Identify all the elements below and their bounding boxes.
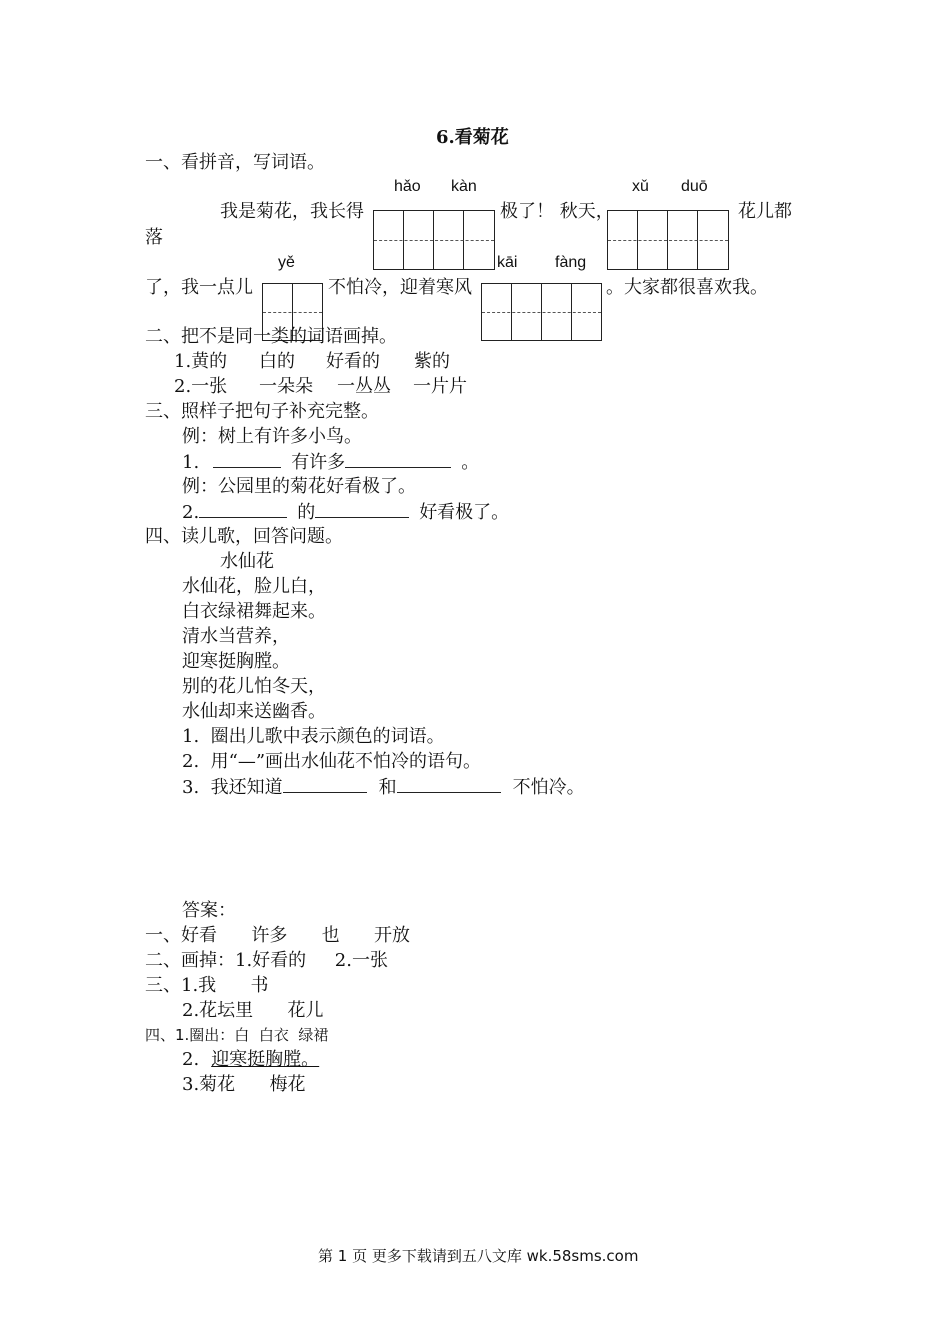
answer-4-2-underlined: 迎寒挺胸膛。 xyxy=(211,1049,320,1070)
item1-blank-a[interactable] xyxy=(213,451,281,468)
item2-blank-a[interactable] xyxy=(199,501,287,518)
writing-grid-xuduo[interactable] xyxy=(607,210,729,270)
poem-line-1: 水仙花，脸儿白， xyxy=(182,576,326,597)
poem-line-2: 白衣绿裙舞起来。 xyxy=(182,601,326,622)
q3-lead: 3. 我还知道 xyxy=(182,777,283,798)
section3-item1 xyxy=(182,451,479,474)
section2-row1-w1: 1.黄的 xyxy=(174,351,228,372)
section1-heading: 一、看拼音，写词语。 xyxy=(145,152,325,173)
item1-end: 。 xyxy=(461,452,480,473)
item1-blank-b[interactable] xyxy=(345,451,451,468)
writing-grid-haokan[interactable] xyxy=(373,210,495,270)
section3-example1: 例：树上有许多小鸟。 xyxy=(182,426,362,447)
section3-item2 xyxy=(182,501,509,524)
item2-blank-b[interactable] xyxy=(315,501,409,518)
pinyin-hao: hǎo xyxy=(394,178,421,195)
section1-line1-b: 极了！ 秋天， xyxy=(500,201,614,222)
answers-label: 答案： xyxy=(182,900,236,921)
answer-4-3: 3.菊花 梅花 xyxy=(182,1074,306,1095)
answer-3-2: 2.花坛里 花儿 xyxy=(182,1000,324,1021)
section1-line2-a: 了，我一点儿 xyxy=(145,277,253,298)
poem-line-6: 水仙却来送幽香。 xyxy=(182,701,326,722)
item1-mid: 有许多 xyxy=(291,452,346,473)
pinyin-kai: kāi xyxy=(497,254,518,271)
section3-example2: 例：公园里的菊花好看极了。 xyxy=(182,476,416,497)
question-2: 2. 用“—”画出水仙花不怕冷的语句。 xyxy=(182,751,482,772)
answer-3-1: 三、1.我 书 xyxy=(145,975,269,996)
section2-row1-w4: 紫的 xyxy=(414,351,450,372)
question-3 xyxy=(182,776,585,799)
item1-number: 1. xyxy=(182,452,200,473)
answer-4-2 xyxy=(182,1049,333,1071)
page-footer: 第 1 页 更多下载请到五八文库 wk.58sms.com xyxy=(318,1247,639,1265)
section2-row2-w3: 一丛丛 xyxy=(337,376,391,397)
section1-line2-b: 不怕冷，迎着寒风 xyxy=(328,277,472,298)
section1-line2-c: 。大家都很喜欢我。 xyxy=(606,277,768,298)
poem-title: 水仙花 xyxy=(220,551,274,572)
section3-heading: 三、照样子把句子补充完整。 xyxy=(145,401,379,422)
answer-1: 一、好看 许多 也 开放 xyxy=(145,925,410,946)
poem-line-4: 迎寒挺胸膛。 xyxy=(182,651,290,672)
section4-heading: 四、读儿歌，回答问题。 xyxy=(145,526,343,547)
poem-line-5: 别的花儿怕冬天， xyxy=(182,676,326,697)
pinyin-kan: kàn xyxy=(451,178,477,195)
pinyin-xu: xǔ xyxy=(632,178,649,195)
page-title: 6.看菊花 xyxy=(436,127,509,148)
writing-grid-kaifang[interactable] xyxy=(481,283,602,341)
q3-and: 和 xyxy=(378,777,397,798)
answer-2: 二、画掉：1.好看的 2.一张 xyxy=(145,950,388,971)
q3-blank-a[interactable] xyxy=(283,776,367,793)
section2-heading: 二、把不是同一类的词语画掉。 xyxy=(145,326,397,347)
section2-row2-w2: 一朵朵 xyxy=(259,376,313,397)
question-1: 1. 圈出儿歌中表示颜色的词语。 xyxy=(182,726,445,747)
section2-row1-w3: 好看的 xyxy=(326,351,380,372)
item2-number: 2. xyxy=(182,502,200,523)
pinyin-duo: duō xyxy=(681,178,708,195)
answer-4-1: 四、1.圈出：白 白衣 绿裙 xyxy=(145,1026,329,1044)
section1-line1-c: 花儿都 xyxy=(738,201,792,222)
pinyin-fang: fàng xyxy=(555,254,587,271)
answer-4-2-number: 2. xyxy=(182,1049,200,1070)
item2-end: 好看极了。 xyxy=(419,502,510,523)
q3-tail: 不怕冷。 xyxy=(512,777,585,798)
section2-row2-w1: 2.一张 xyxy=(174,376,228,397)
section2-row1-w2: 白的 xyxy=(259,351,295,372)
pinyin-ye: yě xyxy=(278,254,295,271)
poem-line-3: 清水当营养， xyxy=(182,626,290,647)
section2-row2-w4: 一片片 xyxy=(413,376,467,397)
section1-line1-d: 落 xyxy=(145,227,163,248)
q3-blank-b[interactable] xyxy=(397,776,501,793)
item2-mid: 的 xyxy=(297,502,316,523)
section1-line1-a: 我是菊花，我长得 xyxy=(220,201,364,222)
